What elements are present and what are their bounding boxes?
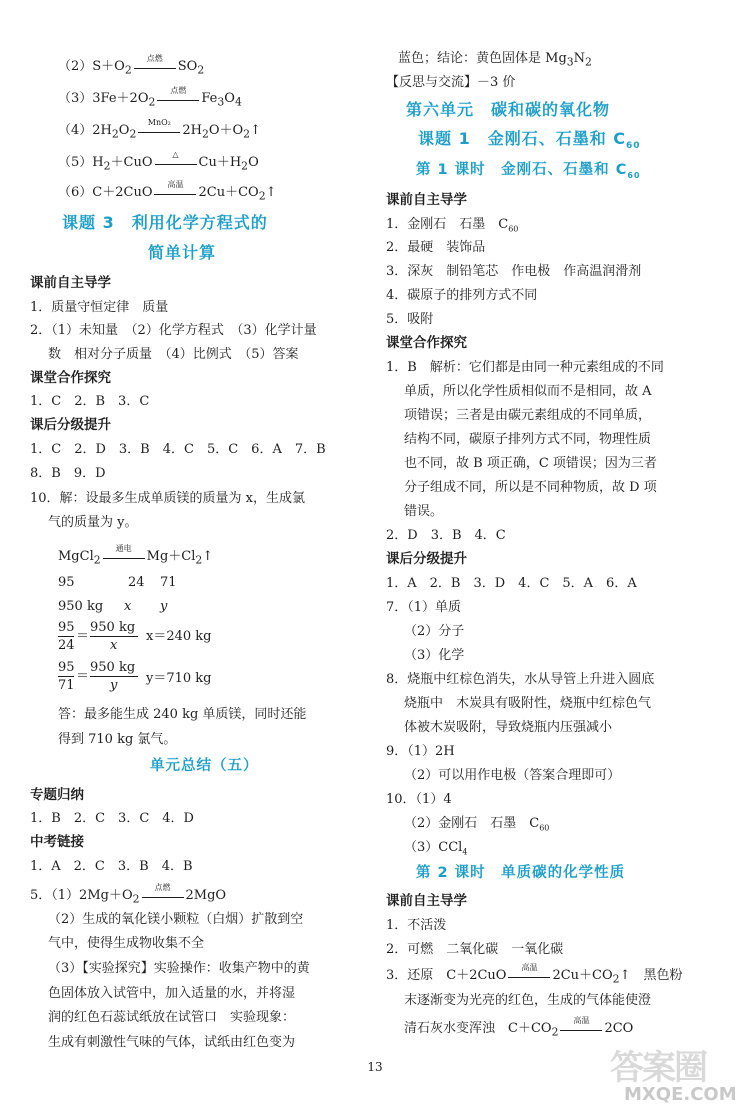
solution-y: y＝710 kg: [146, 671, 212, 686]
answer-line: 1．B 2．C 3．C 4．D: [30, 811, 194, 826]
eq-lhs: H: [92, 155, 104, 170]
eq-number: （4）: [58, 123, 93, 138]
eq-rhs: 2Cu＋CO: [552, 968, 613, 983]
answer-line: 1．质量守恒定律 质量: [30, 300, 169, 315]
subscript: 2: [195, 553, 203, 567]
subscript: 2: [551, 1025, 559, 1039]
arrow-condition: 高温: [573, 1016, 590, 1025]
answer-line: 烧瓶中 木炭具有吸附性，烧瓶中红棕色气: [404, 696, 652, 711]
subscript: 2: [148, 95, 156, 109]
numerator: 950 kg: [90, 660, 136, 675]
answer-line: 末逐渐变为光亮的红色，生成的气体能使澄: [404, 993, 652, 1008]
subscript: 2: [612, 972, 620, 986]
eq-number: （3）: [58, 91, 93, 106]
eq-lhs: C＋2CuO: [92, 185, 153, 200]
eq-rhs: 2CO: [604, 1021, 634, 1036]
lesson-1-title: [418, 130, 641, 155]
equation-5: [58, 150, 259, 175]
subscript: 2: [132, 892, 140, 906]
answer-line: （3）【实验探究】实验操作：收集产物中的黄: [48, 961, 310, 976]
reaction-arrow: [102, 544, 146, 565]
answer-line: 错误。: [404, 504, 444, 519]
eq-lhs: O: [118, 123, 130, 138]
answer-line: 2．可燃 二氧化碳 一氧化碳: [386, 942, 564, 957]
answer-line: 体被木炭吸附，导致烧瓶内压强减小: [404, 720, 613, 735]
arrow-condition: 点燃: [170, 86, 187, 95]
answer-line: 结构不同，碳原子排列方式不同，物理性质: [404, 432, 652, 447]
mass-y: y: [160, 599, 168, 614]
solution-x: x＝240 kg: [146, 629, 212, 644]
reaction-arrow: [153, 180, 197, 201]
text: N: [573, 51, 586, 66]
unit-6-title: 第六单元 碳和碳的氧化物: [406, 100, 611, 119]
lesson-3-title-line2: 简单计算: [148, 243, 217, 262]
answer-line: 7．（1）单质: [386, 600, 462, 615]
answer-line: 8．烧瓶中红棕色消失，水从导管上升进入圆底: [386, 672, 655, 687]
equals-sign: ＝: [76, 669, 90, 684]
eq-lhs: 2Mg＋O: [79, 888, 133, 903]
eq-number: 5．（1）: [30, 888, 80, 903]
arrow-condition: △: [172, 150, 179, 159]
arrow-condition: 高温: [521, 963, 538, 972]
reduction-equation: [386, 963, 683, 988]
answer-line: 气的质量为 y。: [48, 515, 138, 530]
subscript: 60: [508, 224, 519, 234]
section-heading-preview: 课前自主导学: [386, 192, 467, 208]
subscript: 4: [462, 847, 468, 857]
answer-line: [404, 815, 549, 837]
subscript: 60: [626, 141, 641, 152]
arrow-condition: 点燃: [146, 54, 163, 63]
mass-x: x: [124, 599, 132, 614]
relative-mass-mgcl2: 95: [58, 575, 75, 590]
eq-lhs: 3．还原 C＋2CuO: [386, 968, 507, 983]
page-number: 13: [367, 1060, 383, 1074]
answer-line: 答：最多能生成 240 kg 单质镁，同时还能: [58, 707, 307, 722]
text: （2）金刚石 石墨 C: [404, 816, 540, 831]
answer-line: 1．C 2．B 3．C: [30, 394, 150, 409]
watermark-url: MXQE.COM: [624, 1084, 737, 1105]
reaction-arrow: [137, 118, 181, 139]
subscript: 4: [234, 95, 242, 109]
subscript: 3: [566, 55, 574, 69]
answer-line: [398, 50, 592, 71]
watermark-logo: [610, 1040, 750, 1109]
reaction-arrow: [154, 150, 198, 171]
arrow-condition: 通电: [115, 544, 132, 553]
denominator: 71: [58, 678, 75, 693]
answer-line: （2）可以用作电极（答案合理即可）: [404, 768, 621, 783]
subscript: 60: [539, 823, 550, 833]
subscript: 2: [241, 159, 249, 173]
eq-number: （2）: [58, 59, 93, 74]
text: 课题 1 金刚石、石墨和 C: [418, 129, 627, 148]
eq-number: （5）: [58, 155, 93, 170]
electrolysis-equation: [58, 544, 214, 569]
answer-line: 1．B 解析：它们都是由同一种元素组成的不同: [386, 360, 664, 375]
answer-line: （2）分子: [404, 624, 465, 639]
answer-line: 10．（1）4: [386, 792, 452, 807]
eq-rhs: 2MgO: [185, 888, 227, 903]
combustion-equation: [30, 883, 227, 908]
subscript: 2: [197, 63, 205, 77]
eq-lhs: 清石灰水变浑浊 C＋CO: [404, 1021, 552, 1036]
section-heading-after: 课后分级提升: [386, 551, 467, 567]
subscript: 2: [111, 127, 119, 141]
answer-line: 9．（1）2H: [386, 744, 455, 759]
subscript: 2: [129, 127, 137, 141]
unit-summary-title: 单元总结（五）: [150, 758, 259, 774]
relative-mass-mg: 24: [128, 575, 145, 590]
arrow-condition: 高温: [167, 180, 184, 189]
answer-line: 也不同，故 B 项正确，C 项错误；因为三者: [404, 456, 657, 471]
eq-rhs: Mg＋Cl: [146, 549, 196, 564]
subscript: 3: [217, 95, 225, 109]
section-heading-class: 课堂合作探究: [30, 370, 111, 386]
eq-rhs: 2H: [182, 123, 202, 138]
answer-line: 1．A 2．C 3．B 4．B: [30, 859, 193, 874]
equation-4: [58, 118, 261, 143]
subscript: 2: [201, 127, 209, 141]
gas-arrow: ↑: [202, 549, 214, 564]
equation-2: [58, 54, 205, 79]
answer-line: 生成有刺激性气味的气体，试纸由红色变为: [48, 1035, 296, 1050]
eq-rhs: O＋O: [208, 123, 244, 138]
eq-rhs: SO: [177, 59, 198, 74]
answer-line: 2．（1）未知量 （2）化学方程式 （3）化学计量: [30, 323, 317, 338]
denominator: 24: [58, 638, 75, 653]
answer-line: 5．吸附: [386, 312, 434, 327]
answer-line: 数 相对分子质量 （4）比例式 （5）答案: [48, 347, 299, 362]
subscript: 60: [627, 170, 641, 180]
text: 第 1 课时 金刚石、石墨和 C: [416, 162, 628, 178]
relative-mass-cl2: 71: [160, 575, 177, 590]
answer-line: [386, 216, 518, 238]
reaction-arrow: [156, 86, 200, 107]
section-heading-exam: 中考链接: [30, 834, 84, 850]
reaction-arrow: [141, 883, 185, 904]
eq-rhs: ↑ 黑色粉: [619, 968, 683, 983]
answer-line: 分子组成不同，所以是不同种物质，故 D 项: [404, 480, 657, 495]
eq-lhs: MgCl: [58, 549, 94, 564]
section-heading-after: 课后分级提升: [30, 417, 111, 433]
eq-lhs: 2H: [92, 123, 112, 138]
numerator: 95: [58, 620, 75, 635]
answer-line: 气中，使得生成物收集不全: [48, 936, 205, 951]
mass-mgcl2: 950 kg: [58, 599, 104, 614]
answer-line: 4．碳原子的排列方式不同: [386, 288, 538, 303]
answer-line: 色固体放入试管中，加入适量的水，并将湿: [48, 986, 296, 1001]
co-equation: [404, 1016, 634, 1041]
section-heading-preview-2: 课前自主导学: [386, 893, 467, 909]
gas-arrow: ↑: [250, 123, 261, 138]
lesson-3-title-line1: 课题 3 利用化学方程式的: [62, 213, 268, 232]
section-heading-preview: 课前自主导学: [30, 275, 111, 291]
eq-lhs: S＋O: [92, 59, 125, 74]
eq-lhs: ＋CuO: [110, 155, 153, 170]
reaction-arrow: [133, 54, 177, 75]
gas-arrow: ↑: [265, 185, 277, 200]
reaction-arrow: [507, 963, 551, 984]
numerator: 95: [58, 660, 75, 675]
answer-line: 1．不活泼: [386, 918, 447, 933]
subscript: 2: [585, 55, 592, 69]
answer-line: 单质，所以化学性质相似而不是相同，故 A: [404, 384, 652, 399]
answer-line: 项错误；三者是由碳元素组成的不同单质，: [404, 408, 652, 423]
eq-lhs: 3Fe＋2O: [92, 91, 149, 106]
arrow-condition: MnO₂: [147, 118, 171, 127]
answer-line: 润的红色石蕊试纸放在试管口 实验现象：: [48, 1010, 296, 1025]
answer-line: 8．B 9．D: [30, 466, 106, 481]
subscript: 2: [243, 127, 251, 141]
eq-rhs: Fe: [201, 91, 218, 106]
eq-rhs: O: [224, 91, 235, 106]
denominator: x: [110, 638, 118, 653]
equation-6: [58, 180, 277, 205]
answer-line: 10．解：设最多生成单质镁的质量为 x，生成氯: [30, 491, 306, 506]
answer-line: 得到 710 kg 氯气。: [58, 732, 177, 747]
subscript: 2: [93, 553, 101, 567]
text: 1．金刚石 石墨 C: [386, 217, 509, 232]
watermark-badge: 答案圈: [610, 1048, 706, 1088]
section-heading-topic: 专题归纳: [30, 787, 84, 803]
section-heading-class: 课堂合作探究: [386, 335, 467, 351]
denominator: y: [110, 678, 118, 693]
text: 蓝色；结论：黄色固体是 Mg: [398, 51, 567, 66]
eq-rhs: Cu＋H: [198, 155, 242, 170]
period-2-title: 第 2 课时 单质碳的化学性质: [416, 865, 626, 881]
subscript: 2: [258, 189, 266, 203]
answer-line: 1．A 2．B 3．D 4．C 5．A 6．A: [386, 576, 637, 591]
subscript: 2: [103, 159, 111, 173]
text: （3）CCl: [404, 840, 463, 855]
subscript: 2: [124, 63, 132, 77]
answer-line: 1．C 2．D 3．B 4．C 5．C 6．A 7．B: [30, 442, 326, 457]
period-1-title: [416, 162, 641, 184]
answer-line: 2．最硬 装饰品: [386, 240, 486, 255]
answer-line: 3．深灰 制铅笔芯 作电极 作高温润滑剂: [386, 264, 642, 279]
numerator: 950 kg: [90, 620, 136, 635]
answer-line: （2）生成的氧化镁小颗粒（白烟）扩散到空: [48, 912, 304, 927]
eq-number: （6）: [58, 185, 93, 200]
equals-sign: ＝: [76, 629, 90, 644]
reaction-arrow: [559, 1016, 603, 1037]
answer-line: [404, 839, 467, 861]
answer-line: （3）化学: [404, 648, 465, 663]
answer-line: 【反思与交流】－3 价: [386, 75, 516, 90]
answer-line: 2．D 3．B 4．C: [386, 528, 506, 543]
eq-rhs: O: [248, 155, 259, 170]
arrow-condition: 点燃: [154, 883, 171, 892]
eq-rhs: 2Cu＋CO: [198, 185, 259, 200]
equation-3: [58, 86, 242, 111]
